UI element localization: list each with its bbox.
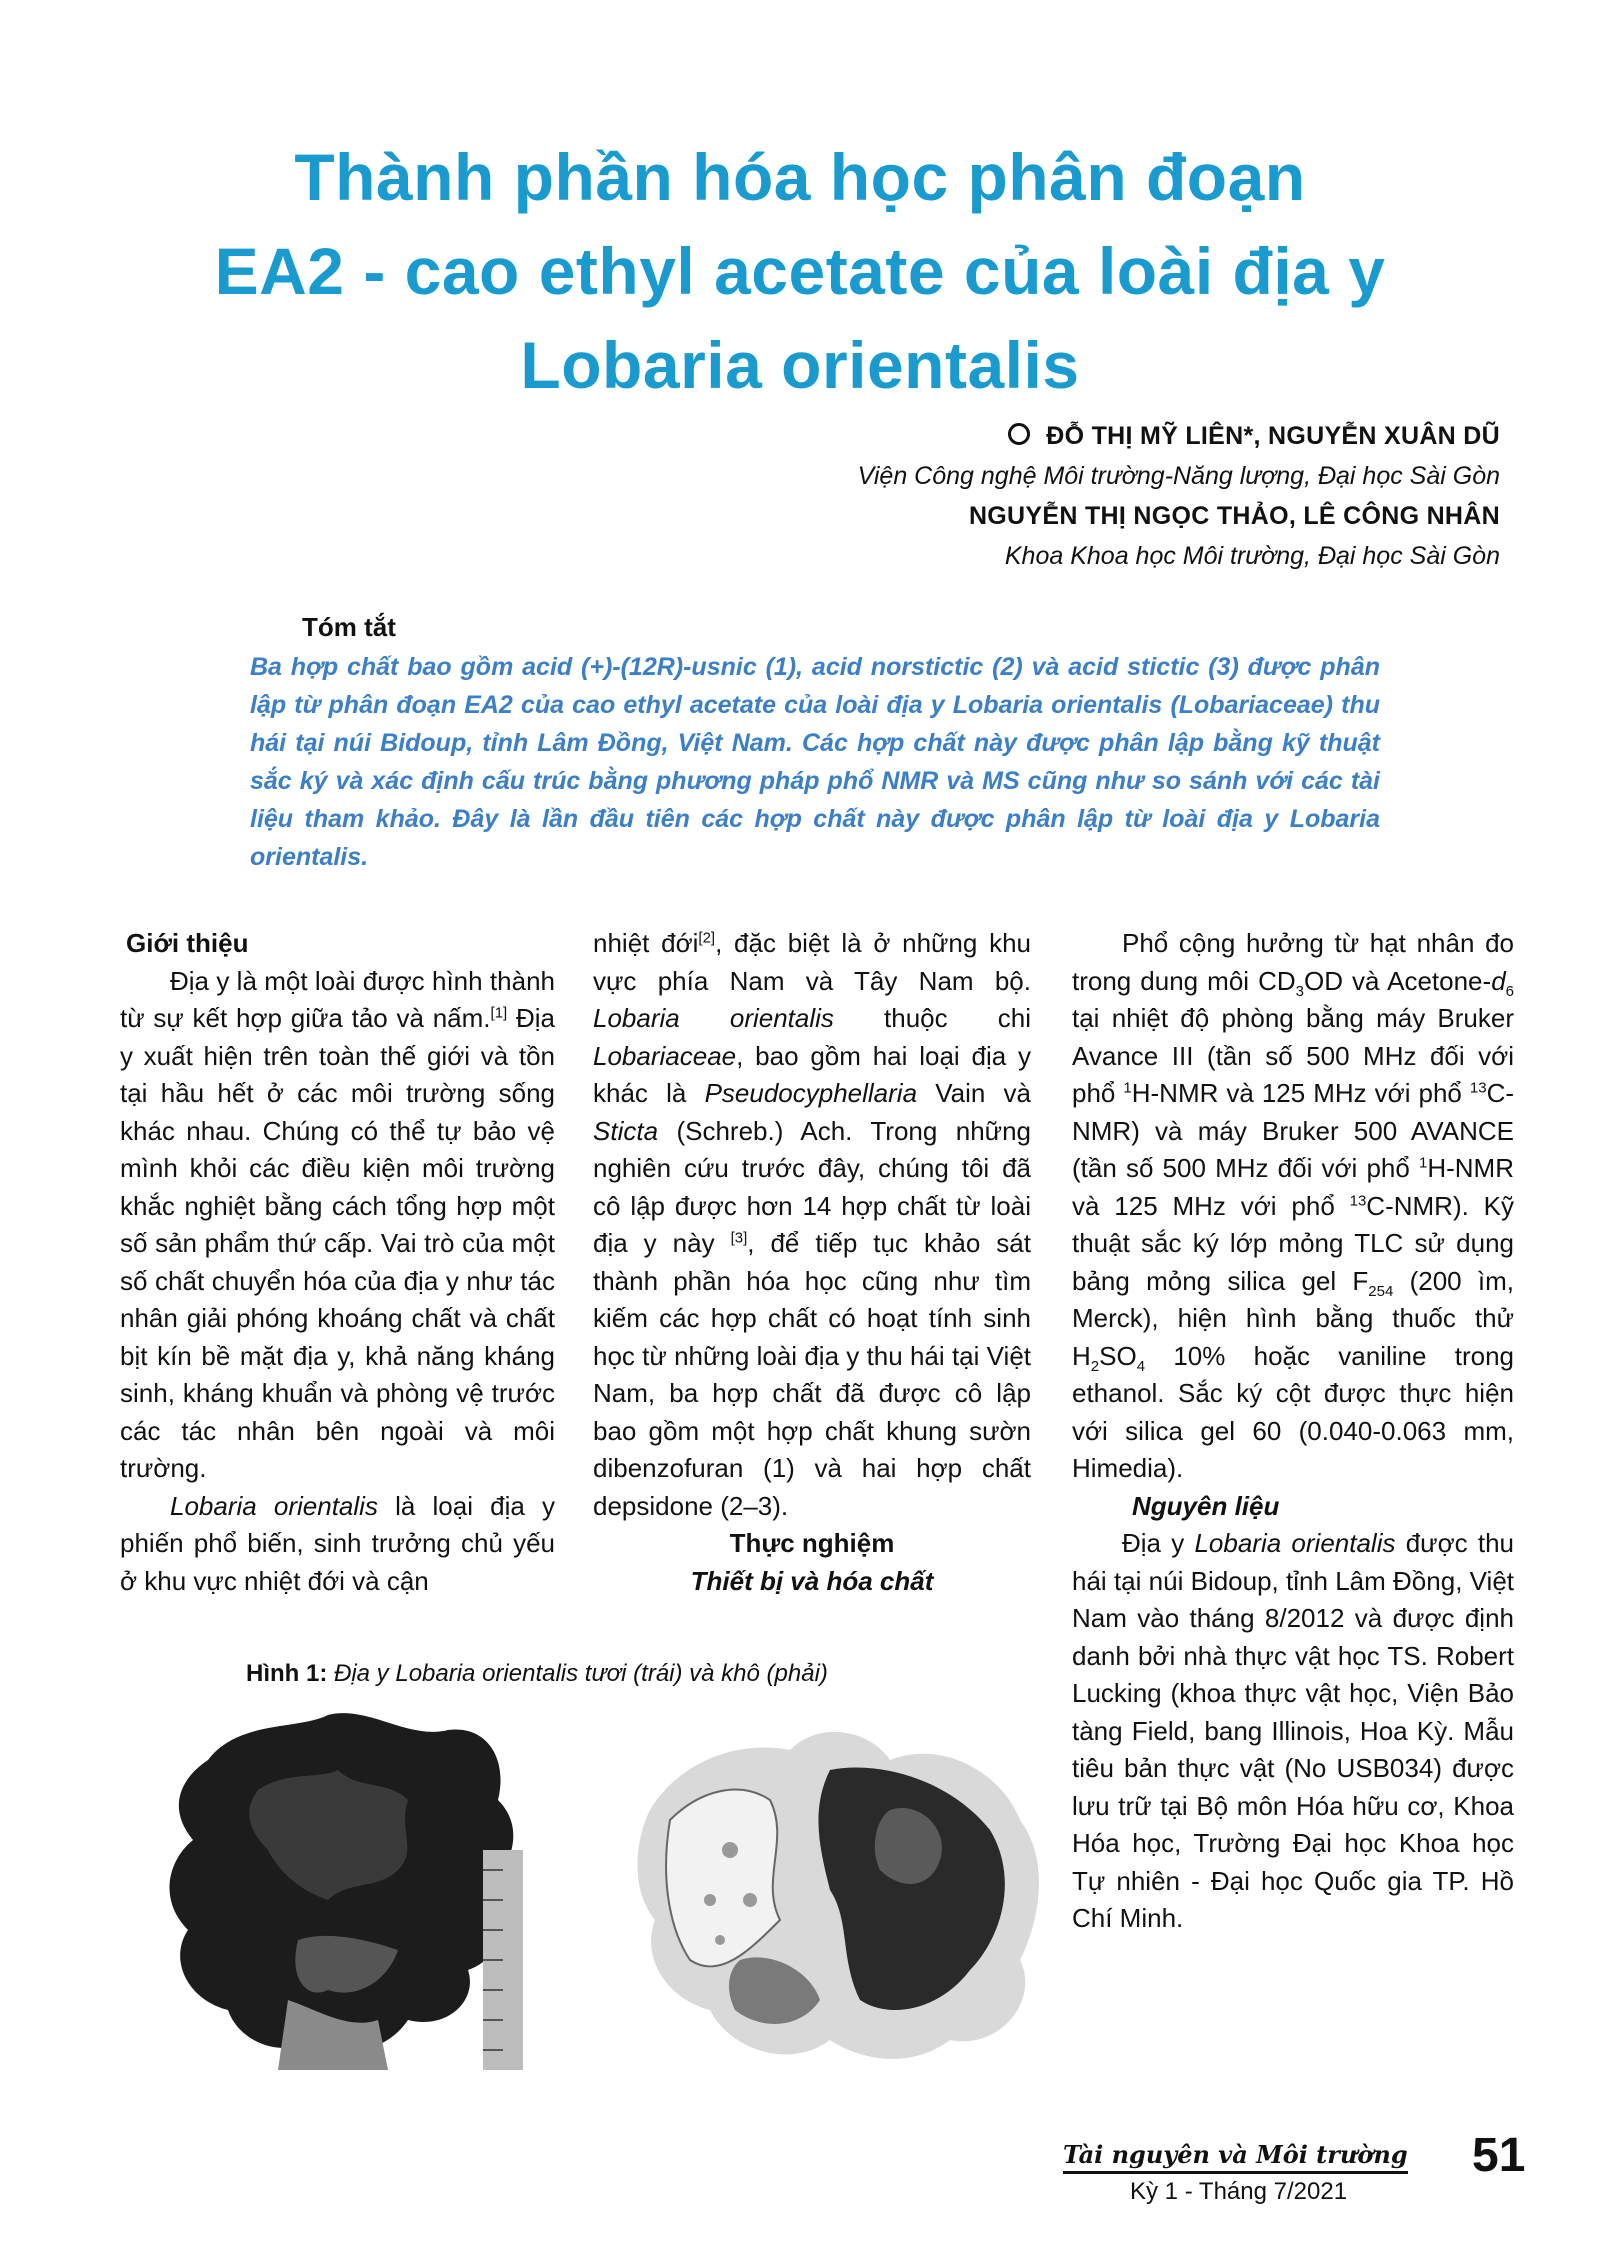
author-affiliation-1: Viện Công nghệ Môi trường-Năng lượng, Đại học Sài Gòn (857, 462, 1500, 490)
reference-mark: [1] (490, 1004, 508, 1022)
col3-text-f: H-NMR và 125 MHz với phổ (1072, 1153, 1514, 1221)
materials-paragraph (1072, 1525, 1514, 1938)
intro-text-2: là loại địa y phiến phổ biến, sinh trưởng chủ yếu ở khu vực nhiệt đới và cận (120, 1490, 555, 1596)
col3-text-h: (200 ìm, Merck), hiện hình bằng thuốc thử H (1072, 1265, 1514, 1371)
journal-name: Tài nguyên và Môi trường (1063, 2140, 1408, 2174)
col2-text-e: Vain và (917, 1078, 1031, 1108)
col3-text-j: 10% hoặc vaniline trong ethanol. Sắc ký cột được thực hiện với silica gel 60 (0.040-0.063 mm, Himedia). (1072, 1340, 1514, 1483)
col3-text-e: C-NMR) và máy Bruker 500 AVANCE (tần số 500 MHz đối với phổ (1072, 1078, 1515, 1183)
col3-text-a: Phổ cộng hưởng từ hạt nhân đo trong dung môi CD (1072, 928, 1514, 996)
intro-paragraph-3 (593, 925, 1031, 1525)
col3-text-g: C-NMR). Kỹ thuật sắc ký lớp mỏng TLC sử dụng bảng mỏng silica gel F (1072, 1190, 1514, 1296)
section-heading-experimental: Thực nghiệm (729, 1528, 895, 1558)
author-affiliation-2: Khoa Khoa học Môi trường, Đại học Sài Gòn (1004, 542, 1500, 570)
italic-d: d (1491, 965, 1506, 996)
species-name: Lobaria orientalis (170, 1490, 378, 1521)
column-2 (593, 925, 1031, 1600)
subsection-heading-materials: Nguyên liệu (1132, 1490, 1280, 1521)
journal-issue: Kỳ 1 - Tháng 7/2021 (1130, 2178, 1348, 2205)
author-names-1: ĐỖ THỊ MỸ LIÊN*, NGUYỄN XUÂN DŨ (1046, 422, 1500, 450)
equipment-paragraph (1072, 925, 1514, 1488)
circle-bullet-icon (1008, 423, 1030, 445)
subscript: 3 (1295, 982, 1305, 1000)
title-line-2: EA2 - cao ethyl acetate của loài địa y (214, 234, 1386, 308)
article-title (140, 130, 1460, 412)
col3-text-d: H-NMR và 125 MHz với phổ (1131, 1078, 1470, 1108)
col2-text-d: , bao gồm hai loại địa y khác là (593, 1040, 1031, 1108)
page-number: 51 (1472, 2129, 1526, 2182)
subscript: 6 (1505, 982, 1514, 1000)
abstract-text: Ba hợp chất bao gồm acid (+)-(12R)-usnic (1), acid norstictic (2) và acid stictic (3) được phân lập từ phân đoạn EA2 của cao ethyl acetate của loài địa y Lobaria orientalis (Lobariaceae) thu hái tại núi Bidoup, tỉnh Lâm Đồng, Việt Nam. Các hợp chất này được phân lập bằng kỹ thuật sắc ký và xác định cấu trúc bằng phương pháp phổ NMR và MS cũng như so sánh với các tài liệu tham khảo. Đây là lần đầu tiên các hợp chất này được phân lập từ loài địa y Lobaria orientalis. (250, 653, 1380, 871)
col2-text-f: (Schreb.) Ach. Trong những nghiên cứu trước đây, chúng tôi đã cô lập được hơn 14 hợp chất từ loài địa y này (593, 1115, 1031, 1258)
abstract-heading: Tóm tắt (302, 612, 396, 642)
figure-caption (246, 1660, 1046, 1688)
title-line-3: Lobaria orientalis (520, 328, 1080, 402)
genus-name: Pseudocyphellaria (704, 1078, 918, 1108)
col2-text-c: thuộc chi (833, 1003, 1031, 1033)
dried-lichen-photo (620, 1700, 1060, 2080)
superscript: 13 (1349, 1191, 1367, 1209)
col3-text-c: tại nhiệt độ phòng bằng máy Bruker Avance III (tần số 500 MHz đối với phổ (1072, 1003, 1514, 1108)
species-name: Lobaria orientalis (1194, 1528, 1396, 1558)
col3-text-i: SO (1099, 1340, 1137, 1371)
reference-mark: [3] (730, 1229, 748, 1247)
intro-paragraph-1 (120, 963, 555, 1488)
subscript: 4 (1136, 1357, 1146, 1375)
intro-text-1b: Địa y xuất hiện trên toàn thế giới và tồn tại hầu hết ở các môi trường sống khác nhau. Chúng có thể tự bảo vệ mình khỏi các điều kiện môi trường khắc nghiệt bằng cách tổng hợp một số sản phẩm thứ cấp. Vai trò của một số chất chuyển hóa của địa y như tác nhân giải phóng khoáng chất và chất bịt kín bề mặt địa y, khả năng kháng sinh, kháng khuẩn và phòng vệ trước các tác nhân bên ngoài và môi trường. (120, 1003, 555, 1483)
reference-mark: [2] (698, 929, 716, 947)
section-heading-intro: Giới thiệu (126, 928, 249, 958)
author-block (600, 416, 1500, 576)
figure-caption-text: Địa y Lobaria orientalis tươi (trái) và khô (phải) (327, 1660, 828, 1687)
subscript: 254 (1368, 1282, 1394, 1300)
genus-name: Sticta (593, 1115, 659, 1146)
col3-text-b: OD và Acetone- (1304, 965, 1492, 996)
subscript: 2 (1090, 1357, 1100, 1375)
col2-text-b: , đặc biệt là ở những khu vực phía Nam và Tây Nam bộ. (593, 928, 1032, 996)
col2-text-a: nhiệt đới (593, 928, 699, 958)
superscript: 1 (1123, 1079, 1132, 1097)
author-names-2: NGUYỄN THỊ NGỌC THẢO, LÊ CÔNG NHÂN (968, 502, 1500, 530)
figure-label: Hình 1: (246, 1660, 328, 1687)
fresh-lichen-photo (148, 1700, 548, 2080)
column-1 (120, 925, 555, 1600)
title-line-1: Thành phần hóa học phân đoạn (294, 140, 1306, 214)
col3-text-k: Địa y (1122, 1528, 1195, 1558)
species-name: Lobaria orientalis (593, 1003, 834, 1033)
superscript: 1 (1419, 1154, 1428, 1172)
column-3 (1072, 925, 1514, 1938)
intro-text-1: Địa y là một loài được hình thành từ sự kết hợp giữa tảo và nấm. (120, 965, 555, 1033)
superscript: 13 (1469, 1079, 1487, 1097)
intro-paragraph-2 (120, 1488, 555, 1601)
family-name: Lobariaceae (593, 1040, 737, 1071)
col3-text-l: được thu hái tại núi Bidoup, tỉnh Lâm Đồng, Việt Nam vào tháng 8/2012 và được định danh bởi nhà thực vật học TS. Robert Lucking (khoa thực vật học, Viện Bảo tàng Field, bang Illinois, Hoa Kỳ. Mẫu tiêu bản thực vật (No USB034) được lưu trữ tại Bộ môn Hóa hữu cơ, Khoa Hóa học, Trường Đại học Khoa học Tự nhiên - Đại học Quốc gia TP. Hồ Chí Minh. (1072, 1528, 1514, 1933)
col2-text-g: , để tiếp tục khảo sát thành phần hóa học cũng như tìm kiếm các hợp chất có hoạt tính sinh học từ những loài địa y thu hái tại Việt Nam, ba hợp chất đã được cô lập bao gồm một hợp chất khung sườn dibenzofuran (1) và hai hợp chất depsidone (2–3). (593, 1228, 1031, 1521)
subsection-heading-equipment: Thiết bị và hóa chất (690, 1565, 934, 1596)
